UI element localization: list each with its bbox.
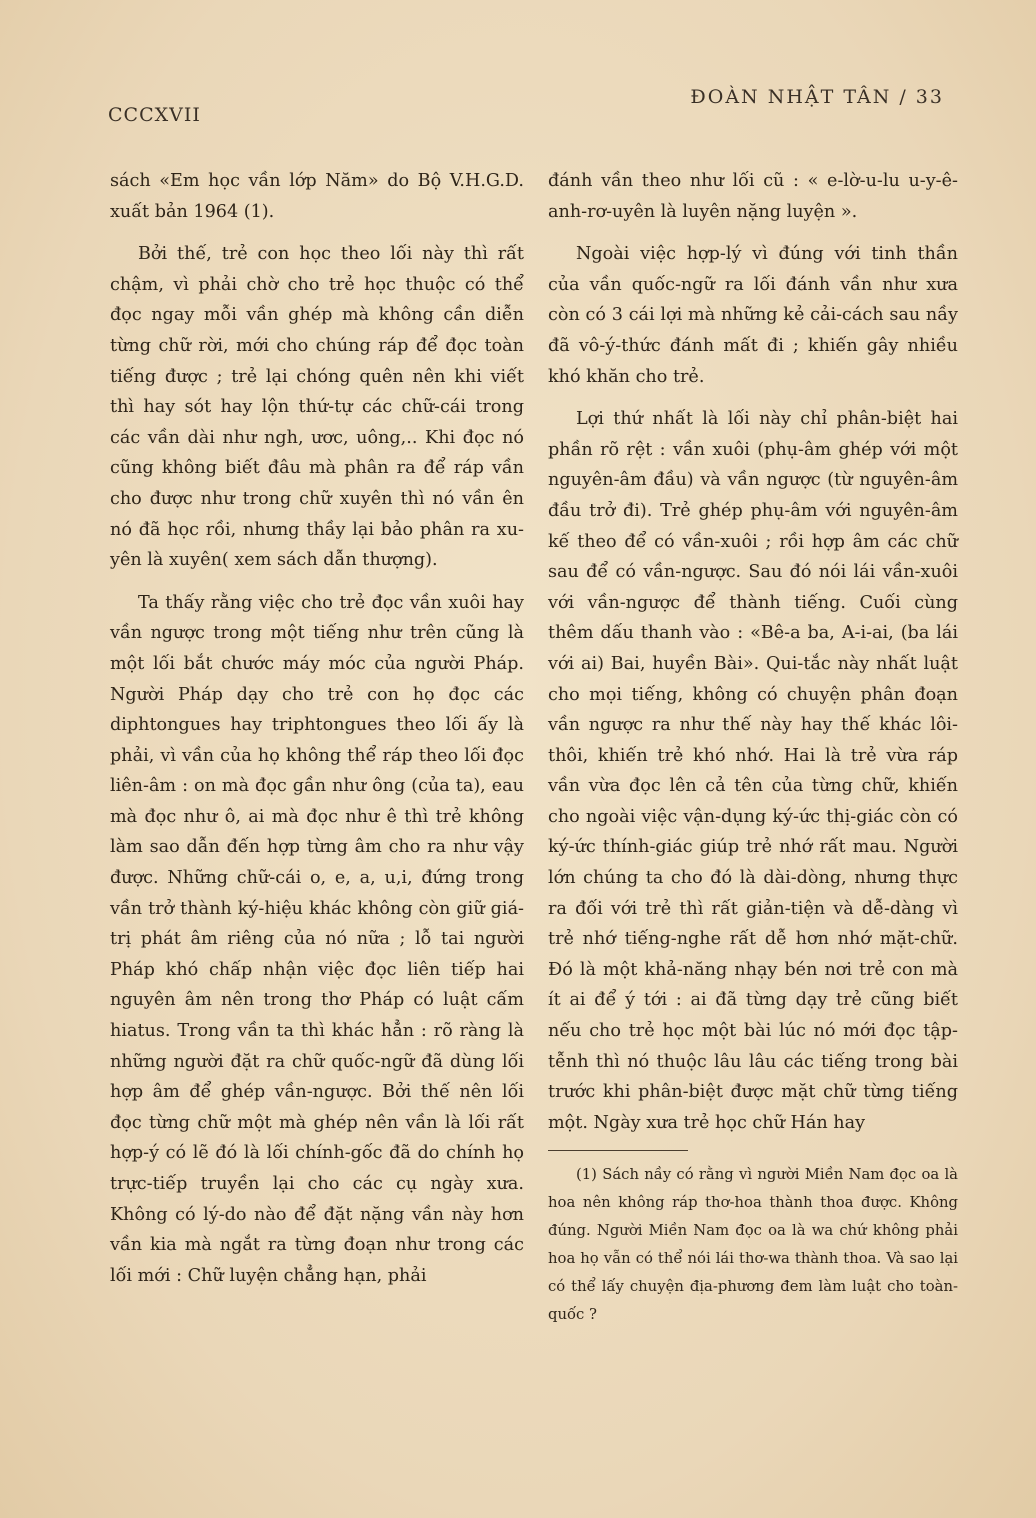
paragraph: sách «Em học vần lớp Năm» do Bộ V.H.G.D. xuất bản 1964 (1). [110,171,524,222]
page-header-right: ĐOÀN NHẬT TÂN / 33 [690,86,944,108]
left-column [110,166,524,1303]
paragraph: đánh vần theo như lối cũ : « e-lờ-u-lu u-y-ê-anh-rơ-uyên là luyên nặng luyện ». [548,171,958,222]
paragraph: Ta thấy rằng việc cho trẻ đọc vần xuôi hay vần ngược trong một tiếng như trên cũng là một lối bắt chước máy móc của người Pháp. Người Pháp dạy cho trẻ con họ đọc các diphtongues hay triphtongues theo lối ấy là phải, vì vần của họ không thể ráp theo lối đọc liên-âm : on mà đọc gần như ông (của ta), eau mà đọc như ô, ai mà đọc như ê thì trẻ không làm sao dẫn đến hợp từng âm cho ra như vậy được. Những chữ-cái o, e, a, u,i, đứng trong vần trở thành ký-hiệu khác không còn giữ giá-trị phát âm riêng của nó nữa ; lỗ tai người Pháp khó chấp nhận việc đọc liên tiếp hai nguyên âm nên trong thơ Pháp có luật cấm hiatus. Trong vần ta thì khác hẳn : rõ ràng là những người đặt ra chữ quốc-ngữ đã dùng lối hợp âm để ghép vần-ngược. Bởi thế nên lối đọc từng chữ một mà ghép nên vần là lối rất hợp-ý có lẽ đó là lối chính-gốc đã do chính họ trực-tiếp truyền lại cho các cụ ngày xưa. Không có lý-do nào để đặt nặng vần này hơn vần kia mà ngắt ra từng đoạn như trong các lối mới : Chữ luyện chẳng hạn, phải [110,592,524,1286]
footnote: (1) Sách nầy có rằng vì người Miền Nam đọc oa là hoa nên không ráp thơ-hoa thành thoa được. Không đúng. Người Miền Nam đọc oa là wa chứ không phải hoa họ vẫn có thể nói lái thơ-wa thành thoa. Và sao lại có thể lấy chuyện địa-phương đem làm luật cho toàn-quốc ? [548,1166,958,1324]
right-column [548,166,958,1341]
page-header-left: CCCXVII [108,104,201,126]
footnote-divider [548,1150,688,1151]
paragraph: Bởi thế, trẻ con học theo lối này thì rất chậm, vì phải chờ cho trẻ học thuộc có thể đọc ngay mỗi vần ghép mà không cần diễn từng chữ rời, mới cho chúng ráp để đọc toàn tiếng được ; trẻ lại chóng quên nên khi viết thì hay sót hay lộn thứ-tự các chữ-cái trong các vần dài như ngh, ươc, uông,.. Khi đọc nó cũng không biết đâu mà phân ra để ráp vần cho được như trong chữ xuyên thì nó vần ên nó đã học rồi, nhưng thầy lại bảo phân ra xu-yên là xuyên( xem sách dẫn thượng). [110,244,524,571]
paragraph: Ngoài việc hợp-lý vì đúng với tinh thần của vần quốc-ngữ ra lối đánh vần như xưa còn có 3 cái lợi mà những kẻ cải-cách sau nầy đã vô-ý-thức đánh mất đi ; khiến gây nhiều khó khăn cho trẻ. [548,244,958,387]
paragraph: Lợi thứ nhất là lối này chỉ phân-biệt hai phần rõ rệt : vần xuôi (phụ-âm ghép với một nguyên-âm đầu) và vần ngược (từ nguyên-âm đầu trở đi). Trẻ ghép phụ-âm với nguyên-âm kế theo để có vần-xuôi ; rồi hợp âm các chữ sau để có vần-ngược. Sau đó nói lái vần-xuôi với vần-ngược để thành tiếng. Cuối cùng thêm dấu thanh vào : «Bê-a ba, A-i-ai, (ba lái với ai) Bai, huyền Bài». Qui-tắc này nhất luật cho mọi tiếng, không có chuyện phân đoạn vần ngược ra như thế này hay thế khác lôi-thôi, khiến trẻ khó nhớ. Hai là trẻ vừa ráp vần vừa đọc lên cả tên của từng chữ, khiến cho ngoài việc vận-dụng ký-ức thị-giác còn có ký-ức thính-giác giúp trẻ nhớ rất mau. Người lớn chúng ta cho đó là dài-dòng, nhưng thực ra đối với trẻ thì rất giản-tiện và dễ-dàng vì trẻ nhớ tiếng-nghe rất dễ hơn nhớ mặt-chữ. Đó là một khả-năng nhạy bén nơi trẻ con mà ít ai để ý tới : ai đã từng dạy trẻ cũng biết nếu cho trẻ học một bài lúc nó mới đọc tập-tễnh thì nó thuộc lâu lâu các tiếng trong bài trước khi phân-biệt được mặt chữ từng tiếng một. Ngày xưa trẻ học chữ Hán hay [548,409,958,1133]
